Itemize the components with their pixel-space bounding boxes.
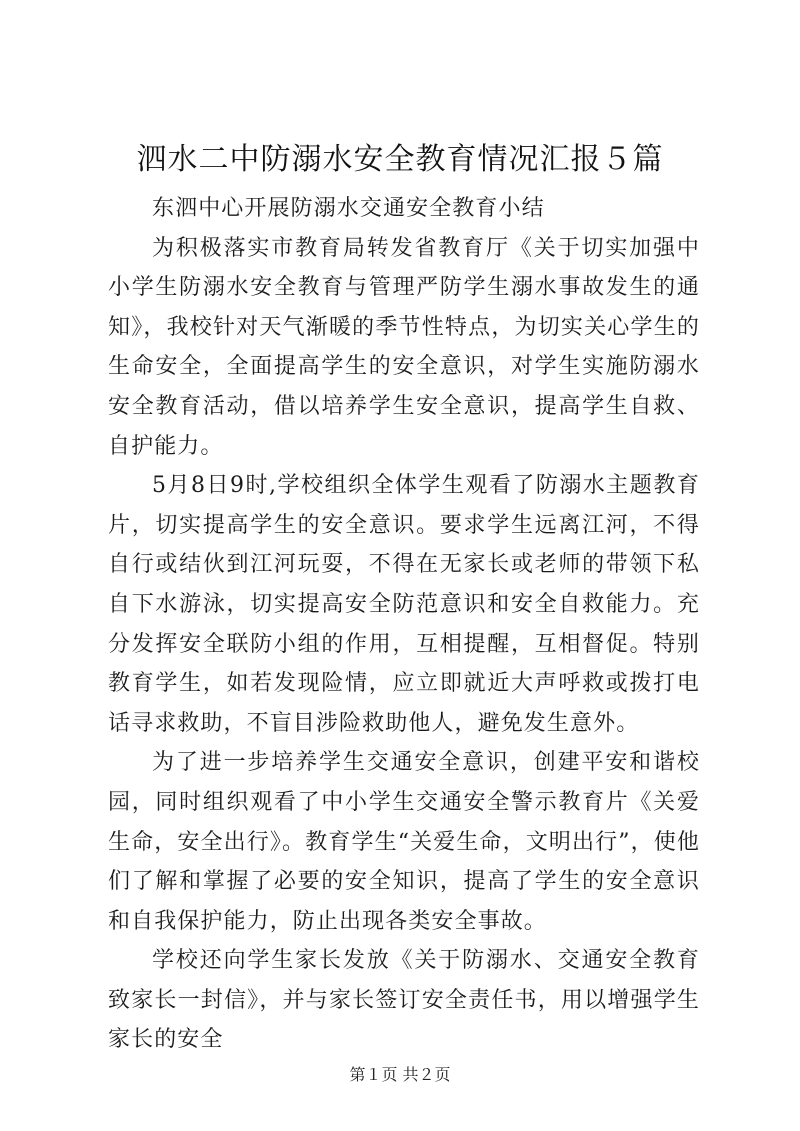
paragraph-subtitle: 东泗中心开展防溺水交通安全教育小结 [152,196,545,221]
page-footer: 第１页 共２页 [349,1065,451,1084]
document-body [108,189,700,1060]
paragraph: 5月8日9时,学校组织全体学生观看了防溺水主题教育片，切实提高学生的安全意识。要求学生远离江河，不得自行或结伙到江河玩耍，不得在无家长或老师的带领下私自下水游泳，切实提高安全防范意识和安全自救能力。充分发挥安全联防小组的作用，互相提醒，互相督促。特别教育学生，如若发现险情，应立即就近大声呼救或拨打电话寻求救助，不盲目涉险救助他人，避免发生意外。 [108,473,700,736]
paragraph: 学校还向学生家长发放《关于防溺水、交通安全教育致家长一封信》，并与家长签订安全责任书，用以增强学生家长的安全 [108,948,700,1053]
paragraph: 为了进一步培养学生交通安全意识，创建平安和谐校园，同时组织观看了中小学生交通安全警示教育片《关爱生命，安全出行》。教育学生“关爱生命，文明出行”，使他们了解和掌握了必要的安全知识，提高了学生的安全意识和自我保护能力，防止出现各类安全事故。 [108,750,700,934]
paragraph: 为积极落实市教育局转发省教育厅《关于切实加强中小学生防溺水安全教育与管理严防学生溺水事故发生的通知》，我校针对天气渐暖的季节性特点，为切实关心学生的生命安全，全面提高学生的安全意识，对学生实施防溺水安全教育活动，借以培养学生安全意识，提高学生自救、自护能力。 [108,235,700,459]
document-title: 泗水二中防溺水安全教育情况汇报５篇 [136,142,664,177]
